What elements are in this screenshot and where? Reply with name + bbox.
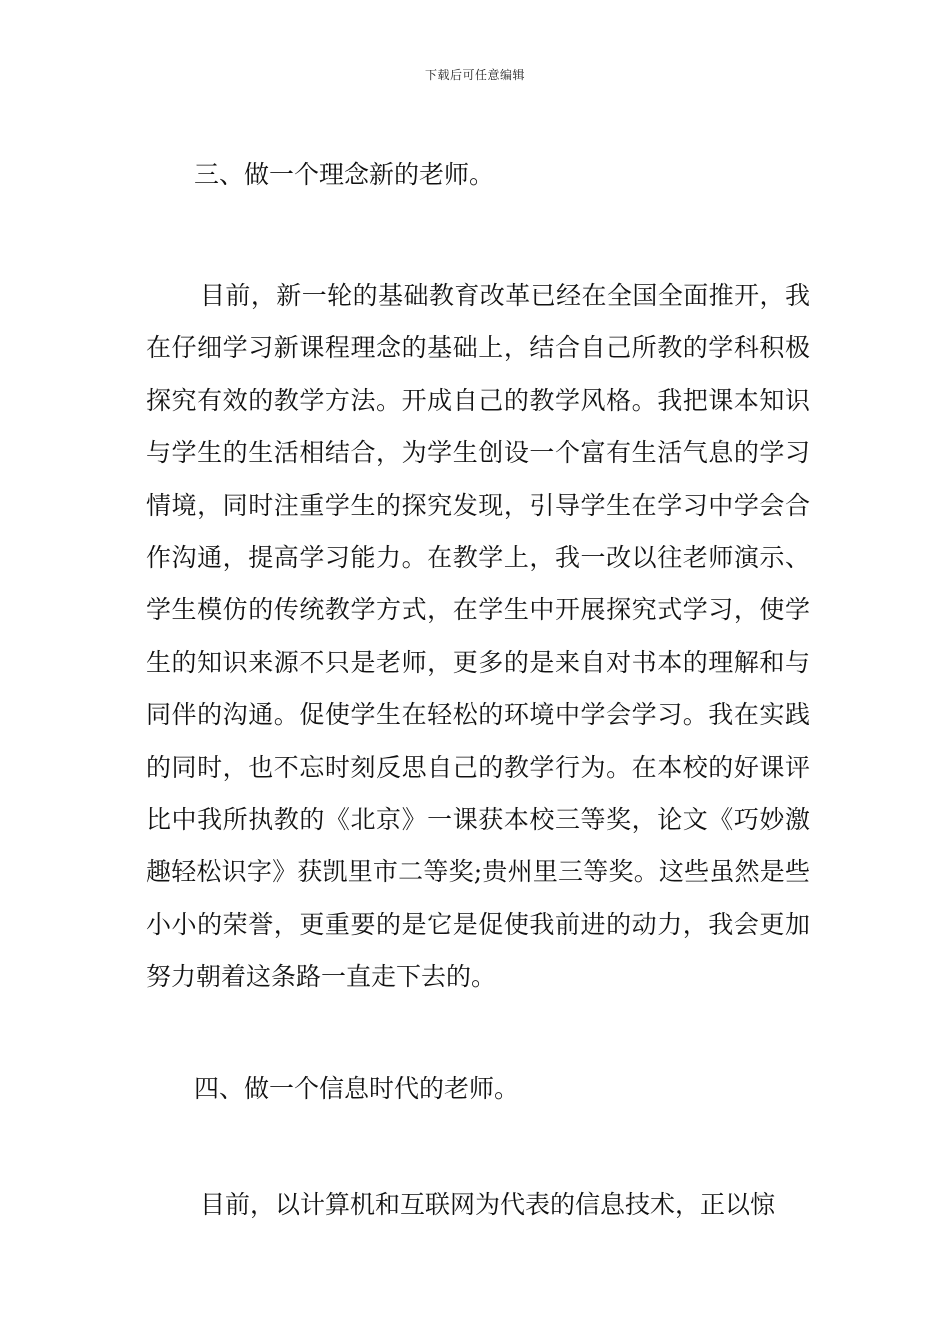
section-heading-3: 三、做一个理念新的老师。 [194,160,495,189]
spacer [146,200,810,270]
section-paragraph-4: 目前，以计算机和互联网为代表的信息技术，正以惊 [200,1189,776,1219]
document-body [146,150,810,1231]
section-paragraph-3: 目前，新一轮的基础教育改革已经在全国全面推开，我在仔细学习新课程理念的基础上，结合自己所教的学科积极探究有效的教学方法。开成自己的教学风格。我把课本知识与学生的生活相结合，为学生创设一个富有生活气息的学习情境，同时注重学生的探究发现，引导学生在学习中学会合作沟通，提高学习能力。在教学上，我一改以往老师演示、学生模仿的传统教学方式，在学生中开展探究式学习，使学生的知识来源不只是老师，更多的是来自对书本的理解和与同伴的沟通。促使学生在轻松的环境中学会学习。我在实践的同时，也不忘时刻反思自己的教学行为。在本校的好课评比中我所执教的《北京》一课获本校三等奖，论文《巧妙激趣轻松识字》获凯里市二等奖;贵州里三等奖。这些虽然是些小小的荣誉，更重要的是它是促使我前进的动力，我会更加努力朝着这条路一直走下去的。 [146,281,810,992]
spacer [146,1004,810,1064]
header-note: 下载后可任意编辑 [424,68,525,82]
section-heading-4: 四、做一个信息时代的老师。 [194,1073,520,1103]
spacer [146,1114,810,1179]
